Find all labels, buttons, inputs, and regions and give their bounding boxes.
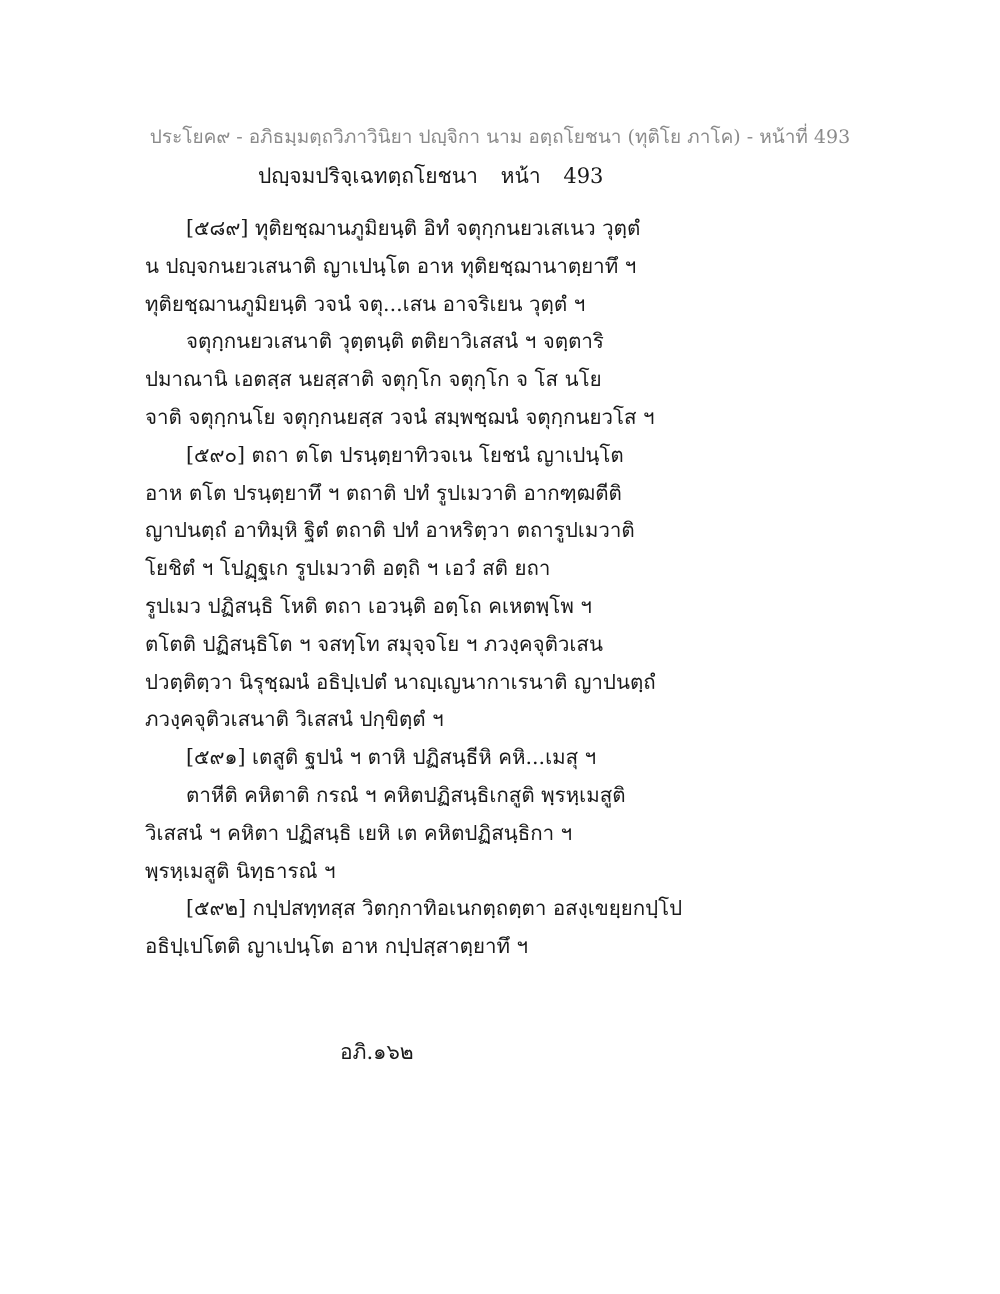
text-line: จาติ จตุกฺกนโย จตุกฺกนยสฺส วจนํ สมฺพชฺฌนํ จตุกฺกนยวโส ฯ [145,404,655,429]
text-line: [๕๙๑] เตสูติ ฐปนํ ฯ ตาหิ ปฏิสนฺธีหิ คหิ...เมสุ ฯ [186,745,597,770]
text-line: ทุติยชฺฌานภูมิยนฺติ วจนํ จตุ...เสน อาจริเยน วุตฺตํ ฯ [145,291,586,316]
text-line: จตุกฺกนยวเสนาติ วุตฺตนฺติ ตติยาวิเสสนํ ฯ จตฺตาริ [186,329,604,354]
body-text [145,210,865,966]
text-line: [๕๘๙] ทุติยชฺฌานภูมิยนฺติ อิทํ จตุกฺกนยวเสเนว วุตฺตํ [186,216,641,240]
text-line: น ปญฺจกนยวเสนาติ ญาเปนฺโต อาห ทุติยชฺฌานาตฺยาทึ ฯ [145,253,637,278]
text-line: อาห ตโต ปรนฺตฺยาทึ ฯ ตถาติ ปทํ รูปเมวาติ อากฑฺฒตีติ [145,480,622,505]
text-line: ปวตฺติตฺวา นิรุชฺฌนํ อธิปฺเปตํ นาญฺเญนากาเรนาติ ญาปนตฺถํ [145,669,656,694]
page-label: หน้า [500,164,541,188]
running-header: ประโยค๙ - อภิธมฺมตฺถวิภาวินิยา ปญฺจิกา นาม อตฺถโยชนา (ทุติโย ภาโค) - หน้าที่ 493 [149,126,851,148]
text-line: [๕๙๐] ตถา ตโต ปรนฺตฺยาทิวจเน โยชนํ ญาเปนฺโต [186,442,624,467]
section-title: ปญฺจมปริจฺเฉทตฺถโยชนา [258,164,478,188]
footer-reference: อภิ.๑๖๒ [340,1040,414,1064]
text-line: อธิปฺเปโตติ ญาเปนฺโต อาห กปฺปสฺสาตฺยาทึ ฯ [145,934,529,959]
text-line: ญาปนตฺถํ อาทิมฺหิ ฐิตํ ตถาติ ปทํ อาหริตฺวา ตถารูปเมวาติ [145,518,635,543]
text-line: ภวงฺคจุติวเสนาติ วิเสสนํ ปกฺขิตฺตํ ฯ [145,707,444,732]
text-line: วิเสสนํ ฯ คหิตา ปฏิสนฺธิ เยหิ เต คหิตปฏิสนฺธิกา ฯ [145,820,573,845]
text-line: พฺรหฺเมสูติ นิทฺธารณํ ฯ [145,858,336,883]
text-line: [๕๙๒] กปฺปสทฺทสฺส วิตกฺกาทิอเนกตฺถตฺตา อสงฺเขยฺยกปฺโป [186,896,683,921]
text-line: ตาหีติ คหิตาติ กรณํ ฯ คหิตปฏิสนฺธิเกสูติ พฺรหฺเมสูติ [186,782,626,807]
text-line: โยชิตํ ฯ โปฏฺฐเก รูปเมวาติ อตฺถิ ฯ เอวํ สติ ยถา [145,556,551,581]
page-title [258,160,603,193]
page-number: 493 [563,164,604,188]
text-line: รูปเมว ปฏิสนฺธิ โหติ ตถา เอวนฺติ อตฺโถ คเหตพฺโพ ฯ [145,593,592,618]
text-line: ปมาณานิ เอตสฺส นยสฺสาติ จตุกฺโก จตุกฺโก จ โส นโย [145,367,602,392]
text-line: ตโตติ ปฏิสนฺธิโต ฯ จสทฺโท สมุจฺจโย ฯ ภวงฺคจุติวเสน [145,631,603,656]
